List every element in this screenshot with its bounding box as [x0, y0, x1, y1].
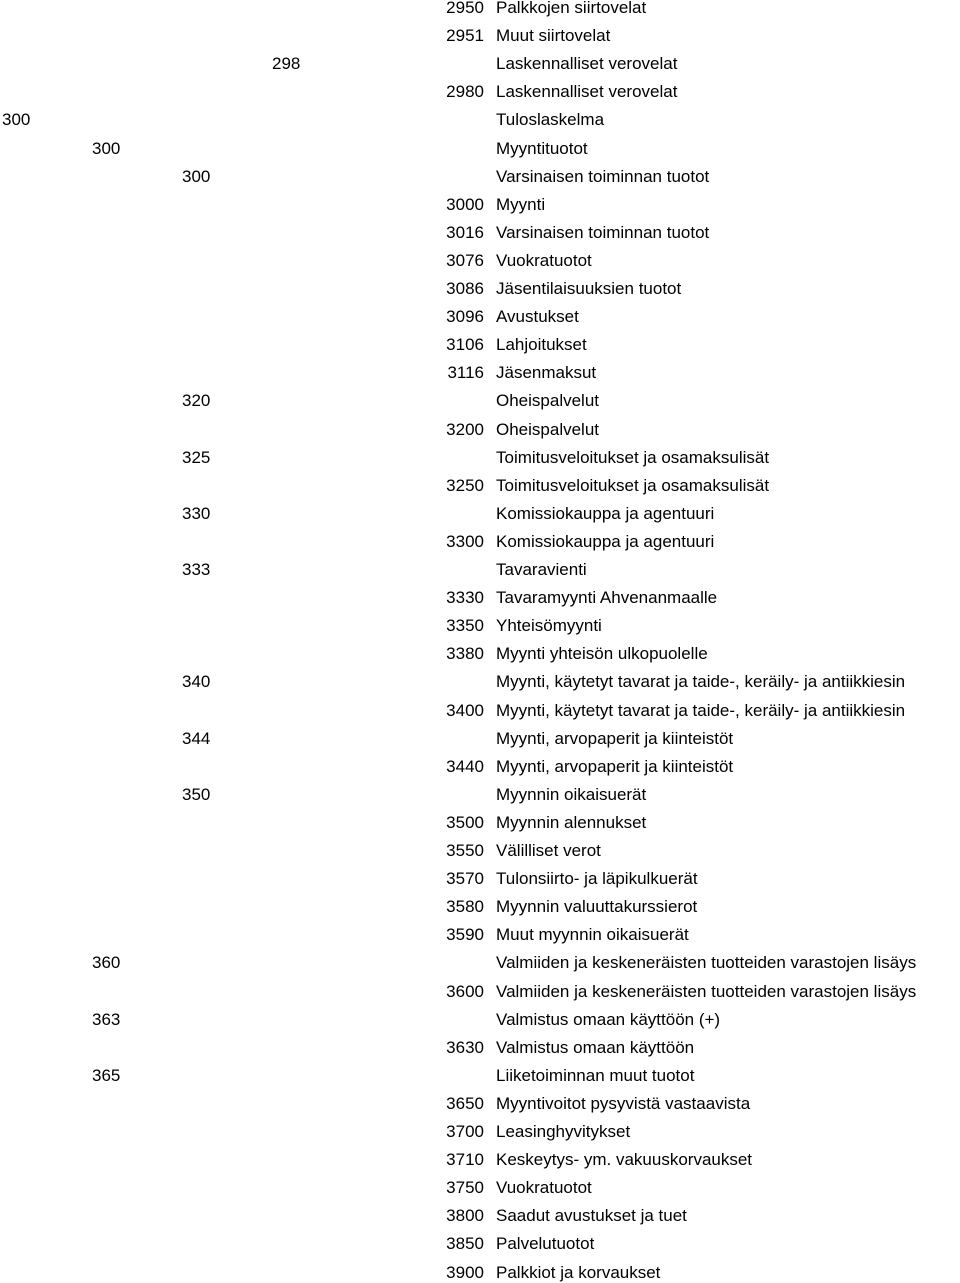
table-row: [0, 140, 960, 168]
table-row: [0, 111, 960, 139]
table-row: [0, 1207, 960, 1235]
account-name: Leasinghyvitykset: [496, 1122, 631, 1141]
table-row: [0, 1011, 960, 1039]
table-row: [0, 1123, 960, 1151]
table-row: [0, 308, 960, 336]
table-row: [0, 55, 960, 83]
account-name: Myyntivoitot pysyvistä vastaavista: [496, 1093, 751, 1113]
level-3-code: 330: [182, 503, 211, 523]
level-4-code: 298: [272, 54, 301, 74]
level-3-code: 344: [182, 728, 211, 748]
account-name: Varsinaisen toiminnan tuotot: [496, 166, 710, 186]
account-name: Myynnin oikaisuerät: [496, 784, 647, 804]
account-code: 3350: [446, 616, 484, 636]
account-code: 3300: [446, 531, 484, 551]
level-2-code: 363: [92, 1009, 121, 1029]
account-code: 3900: [446, 1262, 484, 1282]
account-code: 3016: [446, 222, 484, 242]
account-name: Palkkiot ja korvaukset: [496, 1262, 661, 1282]
account-name: Varsinaisen toiminnan tuotot: [496, 222, 710, 242]
account-name: Tuloslaskelma: [496, 110, 605, 130]
table-row: [0, 1095, 960, 1123]
level-3-code: 333: [182, 560, 211, 579]
table-row: [0, 954, 960, 982]
account-code: 2951: [446, 26, 484, 46]
table-row: [0, 1067, 960, 1095]
account-code: 2950: [446, 0, 484, 17]
level-2-code: 300: [92, 138, 121, 158]
account-code: 3570: [446, 869, 484, 889]
account-code: 3630: [446, 1037, 484, 1057]
account-name: Keskeytys- ym. vakuuskorvaukset: [496, 1150, 753, 1170]
table-row: [0, 926, 960, 954]
account-code: 3500: [446, 812, 484, 832]
account-code: 2980: [446, 82, 484, 102]
account-name: Toimitusveloitukset ja osamaksulisät: [496, 475, 770, 495]
account-name: Myynnin valuuttakurssierot: [496, 897, 698, 917]
account-name: Myynnin alennukset: [496, 812, 647, 832]
table-row: [0, 421, 960, 449]
table-row: [0, 983, 960, 1011]
table-row: [0, 505, 960, 533]
level-3-code: 320: [182, 391, 211, 411]
account-name: Oheispalvelut: [496, 419, 600, 439]
table-row: [0, 898, 960, 926]
account-name: Oheispalvelut: [496, 391, 600, 411]
account-name: Muut siirtovelat: [496, 26, 611, 46]
account-name: Lahjoitukset: [496, 335, 587, 355]
account-name: Valmiiden ja keskeneräisten tuotteiden varastojen lisäys: [496, 981, 917, 1001]
account-code: 3250: [446, 475, 484, 495]
table-row: [0, 1264, 960, 1283]
level-3-code: 325: [182, 447, 211, 467]
table-row: [0, 617, 960, 645]
account-code: 3086: [446, 279, 484, 298]
table-row: [0, 27, 960, 55]
account-code: 3440: [446, 756, 484, 776]
account-name: Myynti yhteisön ulkopuolelle: [496, 644, 708, 664]
table-row: [0, 870, 960, 898]
account-code: 3330: [446, 588, 484, 608]
level-3-code: 300: [182, 166, 211, 186]
account-name: Myynti: [496, 194, 546, 214]
table-row: [0, 561, 960, 589]
account-code: 3106: [446, 335, 484, 355]
table-row: [0, 1235, 960, 1263]
level-1-code: 300: [2, 110, 31, 130]
account-name: Komissiokauppa ja agentuuri: [496, 503, 715, 523]
account-name: Vuokratuotot: [496, 1178, 592, 1198]
account-name: Valmistus omaan käyttöön: [496, 1037, 695, 1057]
account-name: Tulonsiirto- ja läpikulkuerät: [496, 869, 698, 889]
account-name: Valmiiden ja keskeneräisten tuotteiden varastojen lisäys: [496, 953, 917, 973]
account-code: 3076: [446, 250, 484, 270]
account-name: Komissiokauppa ja agentuuri: [496, 531, 715, 551]
account-name: Myyntituotot: [496, 138, 588, 158]
table-row: [0, 814, 960, 842]
account-name: Palvelutuotot: [496, 1234, 595, 1254]
table-row: [0, 589, 960, 617]
account-name: Avustukset: [496, 307, 579, 327]
table-row: [0, 702, 960, 730]
account-name: Laskennalliset verovelat: [496, 82, 678, 102]
account-name: Vuokratuotot: [496, 250, 592, 270]
table-row: [0, 477, 960, 505]
account-code: 3710: [446, 1150, 484, 1170]
account-code: 3800: [446, 1206, 484, 1226]
account-name: Myynti, arvopaperit ja kiinteistöt: [496, 756, 734, 776]
account-name: Palkkojen siirtovelat: [496, 0, 647, 17]
table-row: [0, 1151, 960, 1179]
table-row: [0, 786, 960, 814]
account-code: 3400: [446, 700, 484, 720]
table-row: [0, 1039, 960, 1067]
account-name: Jäsenmaksut: [496, 363, 597, 383]
account-name: Yhteisömyynti: [496, 616, 602, 636]
account-name: Liiketoiminnan muut tuotot: [496, 1065, 695, 1085]
table-row: [0, 758, 960, 786]
table-row: [0, 842, 960, 870]
account-name: Tavaravienti: [496, 560, 587, 579]
account-code: 3580: [446, 897, 484, 917]
account-name: Välilliset verot: [496, 841, 601, 860]
account-code: 3380: [446, 644, 484, 664]
account-code: 3750: [446, 1178, 484, 1198]
table-row: [0, 364, 960, 392]
account-code: 3650: [446, 1093, 484, 1113]
table-row: [0, 449, 960, 477]
table-row: [0, 83, 960, 111]
account-code: 3590: [446, 925, 484, 945]
table-row: [0, 673, 960, 701]
level-2-code: 360: [92, 953, 121, 973]
account-code: 3096: [446, 307, 484, 327]
account-code: 3116: [447, 363, 484, 383]
account-code: 3850: [446, 1234, 484, 1254]
account-name: Myynti, arvopaperit ja kiinteistöt: [496, 728, 734, 748]
table-row: [0, 645, 960, 673]
account-name: Valmistus omaan käyttöön (+): [496, 1009, 721, 1029]
account-name: Laskennalliset verovelat: [496, 54, 678, 74]
account-code: 3200: [446, 419, 484, 439]
table-row: [0, 392, 960, 420]
account-name: Tavaramyynti Ahvenanmaalle: [496, 588, 718, 608]
account-name: Toimitusveloitukset ja osamaksulisät: [496, 447, 770, 467]
table-row: [0, 196, 960, 224]
account-name: Saadut avustukset ja tuet: [496, 1206, 687, 1226]
account-name: Myynti, käytetyt tavarat ja taide-, keräily- ja antiikkiesin: [496, 700, 906, 720]
table-row: [0, 252, 960, 280]
table-row: [0, 730, 960, 758]
table-row: [0, 224, 960, 252]
table-row: [0, 1179, 960, 1207]
account-name: Muut myynnin oikaisuerät: [496, 925, 689, 945]
level-3-code: 350: [182, 784, 211, 804]
table-row: [0, 168, 960, 196]
account-name: Jäsentilaisuuksien tuotot: [496, 279, 682, 298]
account-code: 3000: [446, 194, 484, 214]
account-code: 3600: [446, 981, 484, 1001]
table-row: [0, 533, 960, 561]
table-row: [0, 336, 960, 364]
account-code: 3550: [446, 841, 484, 860]
table-row: [0, 280, 960, 308]
account-name: Myynti, käytetyt tavarat ja taide-, keräily- ja antiikkiesin: [496, 672, 906, 692]
level-2-code: 365: [92, 1065, 121, 1085]
table-row: [0, 0, 960, 27]
account-code: 3700: [446, 1122, 484, 1141]
level-3-code: 340: [182, 672, 211, 692]
